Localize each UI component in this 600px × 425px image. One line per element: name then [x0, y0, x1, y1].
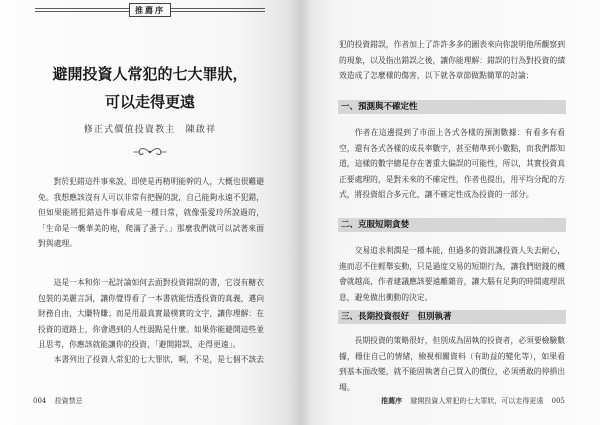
chapter-title-line-1: 避開投資人常犯的七大罪狀， — [52, 65, 248, 83]
footer-running-title: 避開投資人常犯的七大罪狀，可以走得更遠 — [410, 397, 544, 405]
running-head-label: 推薦序 — [129, 3, 171, 17]
page-footer-right — [381, 396, 565, 406]
page-number: 005 — [551, 397, 565, 405]
section-heading-1: 一、預測與不確定性 — [338, 100, 566, 114]
book-title: 投資禁忌 — [54, 397, 83, 405]
body-paragraph-2: 這是一本和你一起討論如何去面對投資錯誤的書，它沒有糖衣包裝的美麗言詞，讓你覺得看了一本書就能悟透投資的真義，邁向財務自由，大賺特賺；而是用最真實最樸實的文字，讓你理解：在投資的道路上，你會遇到的人性弱點是什麼。如果你能避開這些並且思考，你應該就能讓你的投資，「避開錯誤，走得更遠」。 — [38, 278, 264, 350]
continued-paragraph: 犯的投資錯誤，作者加上了許許多多的圖表來向你說明他所觀察到的現象，以及指出錯誤之後，讓你能理解：錯誤的行為對投資的績效造成了怎麼樣的傷害，以下就各章節做點簡單的討論： — [339, 40, 565, 81]
fleuron-ornament-icon — [132, 146, 168, 158]
section-body-3: 長期投資的策略很好，但別成為固執的投資者，必須要檢驗數據，穩住自己的情緒，檢視相關資料（有助益的變化等），如果看到基本面改變，就不能固執著自己買入的價位，必須勇敢的停損出場。 — [339, 336, 565, 392]
page-footer-left — [33, 396, 83, 406]
right-page — [300, 0, 600, 425]
chapter-title — [20, 60, 280, 116]
section-heading-3: 三、長期投資很好 但別執著 — [338, 310, 566, 324]
body-paragraph-3: 本書列出了投資人常犯的七大罪狀，啊，不是，是七個不該去 — [53, 355, 264, 364]
page-number: 004 — [33, 397, 47, 405]
running-head-rule-right — [171, 8, 265, 12]
section-body-2: 交易追求利潤是一種本能，但過多的資訊讓投資人失去耐心，進而忍不住輕舉妄動，只是過度交易的短期行為，讓我們賠錢的機會就越高，作者建議應該要遠離雜音，讓大腦有足夠的時間處理訊息，避免做出衝動的決定。 — [339, 246, 565, 302]
footer-section-label: 推薦序 — [381, 396, 403, 405]
chapter-title-line-2: 可以走得更遠 — [104, 93, 195, 111]
body-paragraph-1: 對於犯錯這件事來說，即使是再精明能幹的人，大概也很難避免。我想應該沒有人可以非常有把握的說，自己能夠永遠不犯錯，但如果能將犯錯這件事看成是一種日常，就像張愛玲所說過的，「生命是一襲華美的袍，爬滿了蚤子。」那麼我們就可以試著來面對與處理。 — [38, 177, 264, 249]
section-body-1: 作者在這邊提到了市面上各式各樣的預測數據：有看多有看空，還有各式各樣的成長率數字，甚至精準到小數點，而我們都知道，這樣的數字總是存在著重大偏誤的可能性，所以，其實投資真正要處理的，是對未來的不確定性，作者也提出，用平均分配的方式，將投資組合多元化，讓不確定性成為投資的一部分。 — [339, 128, 565, 200]
running-head-rule-left — [35, 8, 129, 12]
section-heading-2: 二、克服短期貪婪 — [338, 218, 566, 232]
author-byline: 修正式價值投資教主 陳啟祥 — [83, 125, 217, 135]
